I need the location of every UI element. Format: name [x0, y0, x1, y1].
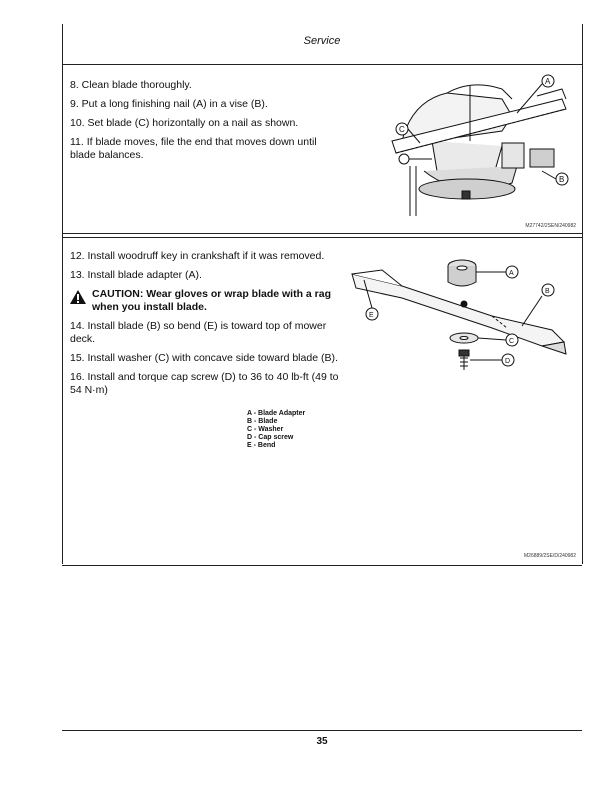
legend-item: D - Cap screw — [247, 434, 294, 441]
step-13: 13. Install blade adapter (A). — [70, 269, 202, 281]
blade-install-steps — [70, 250, 342, 403]
frame-right-border — [582, 24, 583, 564]
step-9: 9. Put a long finishing nail (A) in a vise (B). — [70, 98, 268, 110]
svg-text:E: E — [369, 312, 374, 319]
svg-text:A: A — [545, 77, 551, 86]
caution-text: CAUTION: Wear gloves or wrap blade with a rag when you install blade. — [92, 288, 332, 313]
svg-text:B: B — [559, 175, 565, 184]
blade-install-illustration — [342, 246, 578, 376]
step-16: 16. Install and torque cap screw (D) to 36 to 40 lb-ft (49 to 54 N·m) — [70, 371, 339, 396]
step-14: 14. Install blade (B) so bend (E) is toward top of mower deck. — [70, 320, 327, 345]
svg-text:B: B — [545, 288, 550, 295]
figure-code: M26889/2SE/D/240982 — [524, 553, 576, 559]
step-10: 10. Set blade (C) horizontally on a nail as shown. — [70, 117, 299, 129]
footer-rule — [62, 730, 582, 731]
figure-code: M27742/2SEN/240982 — [525, 223, 576, 229]
svg-text:C: C — [399, 125, 405, 134]
step-12: 12. Install woodruff key in crankshaft if it was removed. — [70, 250, 325, 262]
parts-legend — [247, 410, 305, 450]
svg-text:C: C — [509, 338, 515, 345]
blade-install-section — [62, 237, 582, 566]
warning-icon — [70, 290, 86, 308]
step-8: 8. Clean blade thoroughly. — [70, 79, 192, 91]
legend-item: A - Blade Adapter — [247, 410, 306, 417]
legend-item: E - Bend — [247, 442, 276, 449]
blade-balance-section — [62, 64, 582, 234]
step-11: 11. If blade moves, file the end that moves down until blade balances. — [70, 136, 317, 161]
vise-balance-illustration — [352, 71, 580, 221]
blade-balance-steps — [70, 79, 340, 168]
svg-text:A: A — [509, 270, 514, 277]
legend-item: C - Washer — [247, 426, 284, 433]
legend-item: B - Blade — [247, 418, 278, 425]
svg-text:D: D — [505, 358, 511, 365]
caution-notice — [70, 288, 342, 314]
page-header: Service — [303, 35, 341, 47]
step-15: 15. Install washer (C) with concave side toward blade (B). — [70, 352, 338, 364]
page-number: 35 — [316, 736, 328, 747]
